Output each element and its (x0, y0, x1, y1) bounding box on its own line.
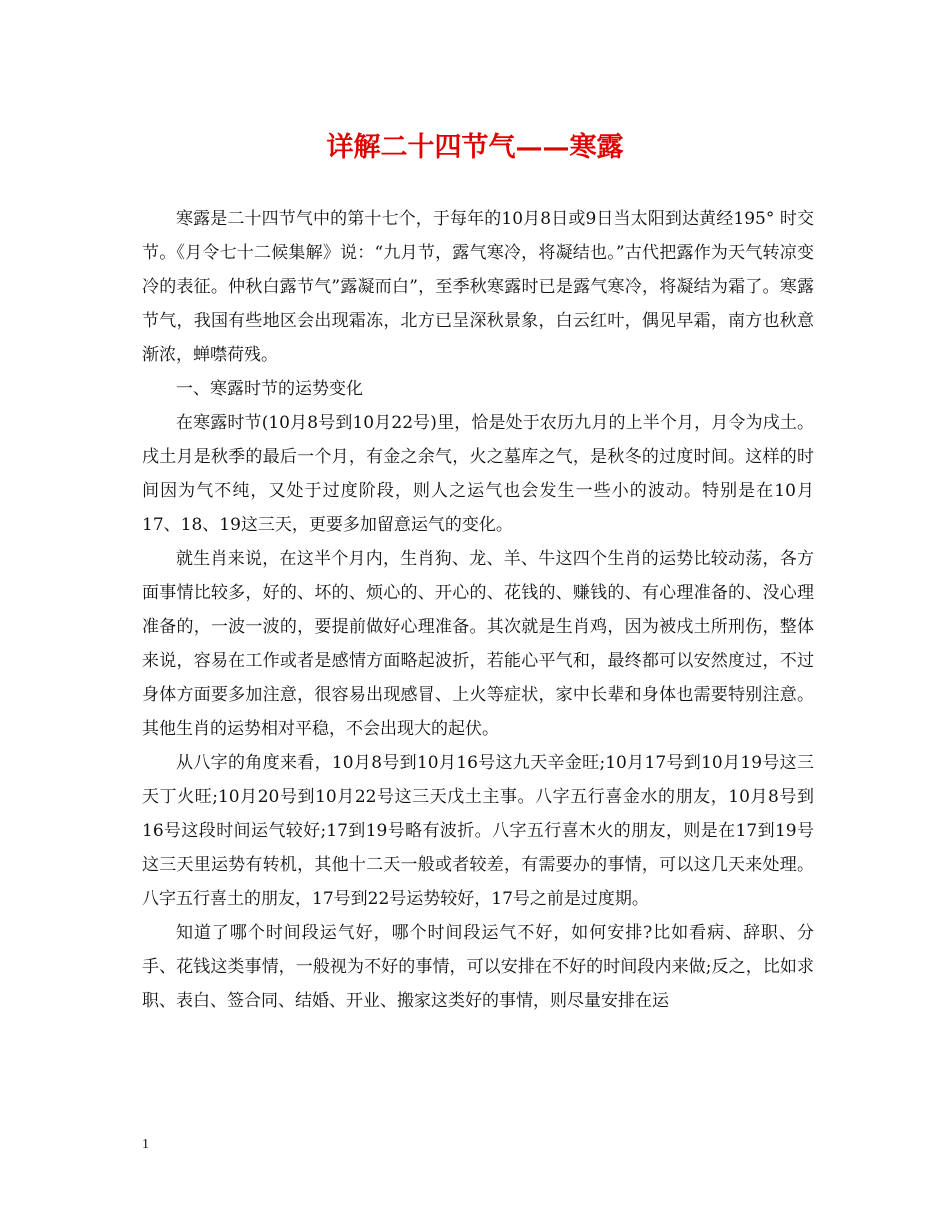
paragraph-zodiac: 就生肖来说，在这半个月内，生肖狗、龙、羊、牛这四个生肖的运势比较动荡，各方面事情比较多，好的、坏的、烦心的、开心的、花钱的、赚钱的、有心理准备的、没心理准备的，一波一波的，要提前做好心理准备。其次就是生肖鸡，因为被戌土所刑伤，整体来说，容易在工作或者是感情方面略起波折，若能心平气和，最终都可以安然度过，不过身体方面要多加注意，很容易出现感冒、上火等症状，家中长辈和身体也需要特别注意。其他生肖的运势相对平稳，不会出现大的起伏。 (142, 549, 814, 739)
paragraph-intro: 寒露是二十四节气中的第十七个，于每年的10月8日或9日当太阳到达黄经195° 时交节。《月令七十二候集解》说：“九月节，露气寒冷，将凝结也。”古代把露作为天气转凉变冷的表征。仲秋白露节气”露凝而白”，至季秋寒露时已是露气寒冷，将凝结为霜了。寒露节气，我国有些地区会出现霜冻，北方已呈深秋景象，白云红叶，偶见早霜，南方也秋意渐浓，蝉噤荷残。 (142, 209, 814, 365)
page-number: 1 (142, 1137, 149, 1152)
paragraph-bazi: 从八字的角度来看，10月8号到10月16号这九天辛金旺;10月17号到10月19号这三天丁火旺;10月20号到10月22号这三天戊土主事。八字五行喜金水的朋友，10月8号到16号这段时间运气较好;17到19号略有波折。八字五行喜木火的朋友，则是在17到19号这三天里运势有转机，其他十二天一般或者较差，有需要办的事情，可以这几天来处理。八字五行喜土的朋友，17号到22号运势较好，17号之前是过度期。 (142, 753, 814, 909)
paragraph-fortune-change: 在寒露时节(10月8号到10月22号)里，恰是处于农历九月的上半个月，月令为戌土。戌土月是秋季的最后一个月，有金之余气，火之墓库之气，是秋冬的过度时间。这样的时间因为气不纯，又处于过度阶段，则人之运气也会发生一些小的波动。特别是在10月17、18、19这三天，更要多加留意运气的变化。 (142, 413, 814, 535)
paragraph-arrangement: 知道了哪个时间段运气好，哪个时间段运气不好，如何安排?比如看病、辞职、分手、花钱这类事情，一般视为不好的事情，可以安排在不好的时间段内来做;反之，比如求职、表白、签合同、结婚、开业、搬家这类好的事情，则尽量安排在运 (142, 923, 814, 1011)
document-title: 详解二十四节气——寒露 (326, 132, 624, 163)
section-heading: 一、寒露时节的运势变化 (176, 379, 363, 399)
document-body (142, 202, 814, 1018)
